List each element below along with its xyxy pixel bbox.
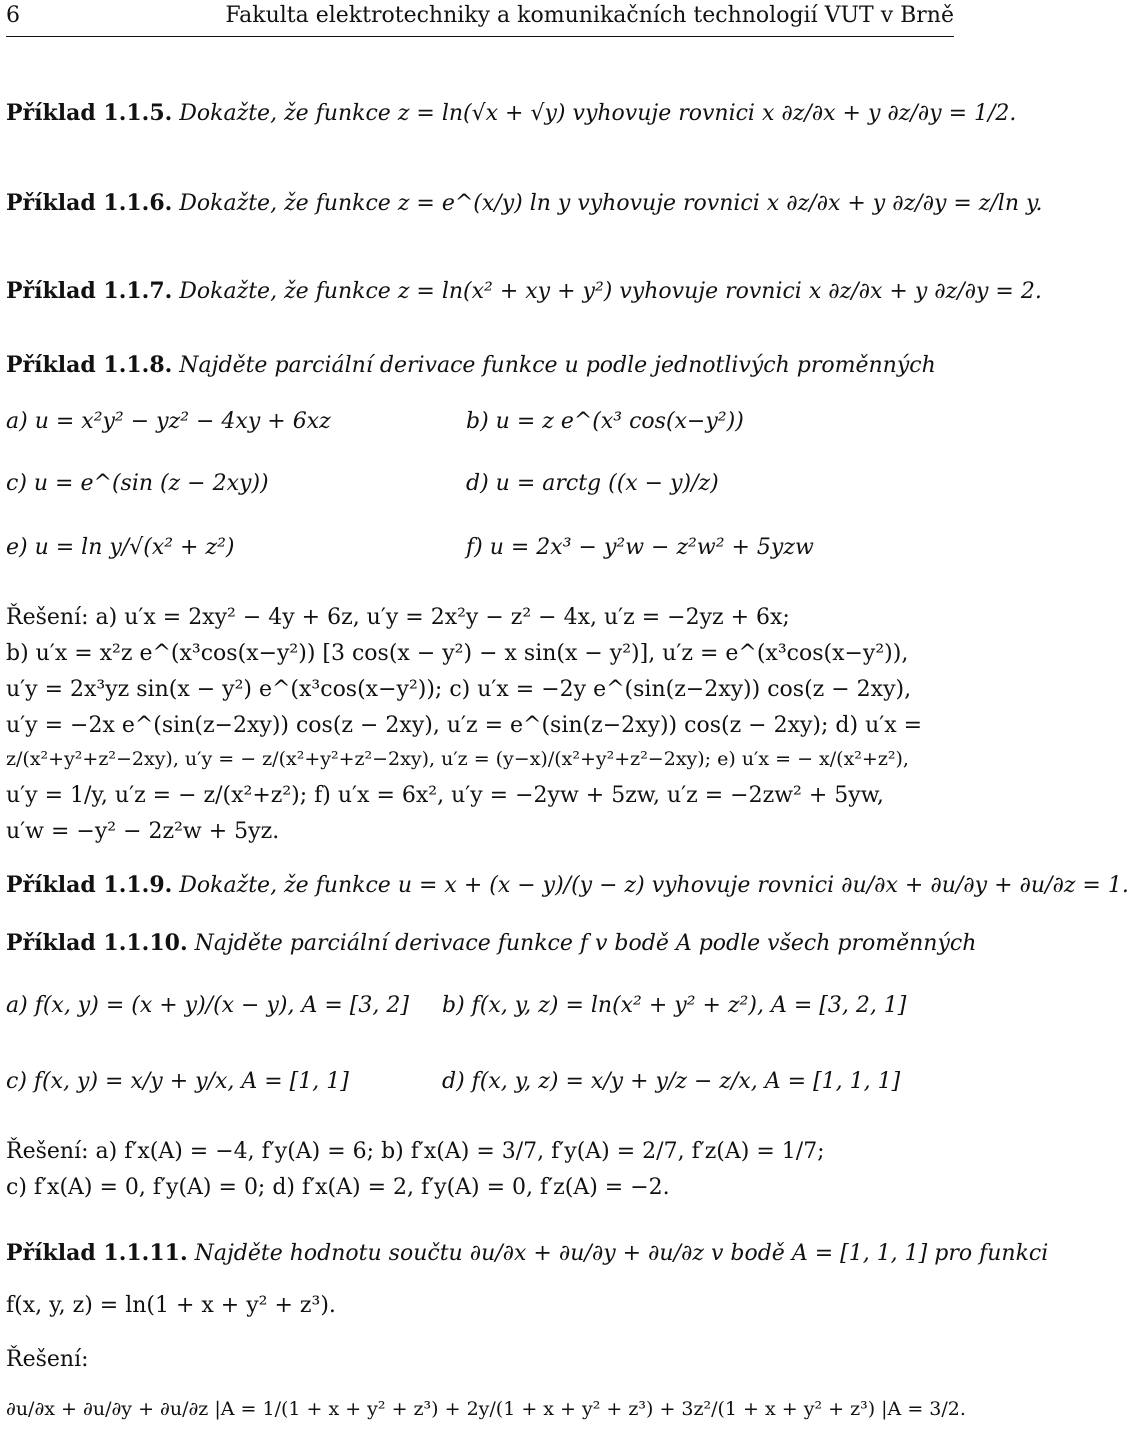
task-b: b) f(x, y, z) = ln(x² + y² + z²), A = [3, 2, 1] <box>442 993 907 1018</box>
task-b: b) u = z e^(x³ cos(x−y²)) <box>466 409 744 434</box>
example-text: vyhovuje rovnici <box>651 873 835 898</box>
example-label: Příklad 1.1.8. <box>6 352 173 378</box>
example-text: Dokažte, že funkce <box>179 873 391 898</box>
example-equation: x ∂z/∂x + y ∂z/∂y = 2. <box>808 279 1042 304</box>
task-a: a) f(x, y) = (x + y)/(x − y), A = [3, 2] <box>6 993 409 1018</box>
task-c: c) f(x, y) = x/y + y/x, A = [1, 1] <box>6 1069 349 1094</box>
example-label: Příklad 1.1.10. <box>6 930 188 956</box>
running-head: Fakulta elektrotechniky a komunikačních technologií VUT v Brně <box>225 3 954 28</box>
solution-line: Řešení: a) u′x = 2xy² − 4y + 6z, u′y = 2x²y − z² − 4x, u′z = −2yz + 6x; <box>6 605 790 630</box>
example-text: Dokažte, že funkce <box>179 191 391 216</box>
example-label: Příklad 1.1.5. <box>6 100 173 126</box>
solution-line: u′y = −2x e^(sin(z−2xy)) cos(z − 2xy), u′z = e^(sin(z−2xy)) cos(z − 2xy); d) u′x = <box>6 713 923 738</box>
example-text: Najděte hodnotu součtu <box>194 1241 463 1266</box>
example-function: z = e^(x/y) ln y <box>397 191 571 216</box>
example-text: Dokažte, že funkce <box>179 279 391 304</box>
example-equation: ∂u/∂x + ∂u/∂y + ∂u/∂z = 1. <box>841 873 1129 898</box>
example-function: z = ln(x² + xy + y²) <box>397 279 613 304</box>
task-c: c) u = e^(sin (z − 2xy)) <box>6 471 269 496</box>
task-d: d) f(x, y, z) = x/y + y/z − z/x, A = [1, 1, 1] <box>442 1069 901 1094</box>
solution-line: u′y = 1/y, u′z = − z/(x²+z²); f) u′x = 6x², u′y = −2yw + 5zw, u′z = −2zw² + 5yw, <box>6 783 884 808</box>
solution-line: u′w = −y² − 2z²w + 5yz. <box>6 819 280 844</box>
example-1-1-6 <box>6 190 1043 218</box>
example-function: u = x + (x − y)/(y − z) <box>397 873 645 898</box>
example-1-1-8 <box>6 352 936 380</box>
example-sum: ∂u/∂x + ∂u/∂y + ∂u/∂z <box>469 1241 704 1266</box>
example-text: Najděte parciální derivace funkce u podle jednotlivých proměnných <box>179 353 936 378</box>
example-label: Příklad 1.1.9. <box>6 872 173 898</box>
example-equation: x ∂z/∂x + y ∂z/∂y = 1/2. <box>761 101 1017 126</box>
example-text: vyhovuje rovnici <box>619 279 802 304</box>
example-label: Příklad 1.1.7. <box>6 278 173 304</box>
example-1-1-11 <box>6 1240 1048 1268</box>
task-e: e) u = ln y/√(x² + z²) <box>6 535 235 560</box>
example-text: vyhovuje rovnici <box>577 191 760 216</box>
task-f: f) u = 2x³ − y²w − z²w² + 5yzw <box>466 535 814 560</box>
solution-line: b) u′x = x²z e^(x³cos(x−y²)) [3 cos(x − y²) − x sin(x − y²)], u′z = e^(x³cos(x−y²)), <box>6 641 909 666</box>
page-number: 6 <box>6 3 20 28</box>
example-1-1-9 <box>6 872 1129 900</box>
task-a: a) u = x²y² − yz² − 4xy + 6xz <box>6 409 331 434</box>
example-label: Příklad 1.1.6. <box>6 190 173 216</box>
header-rule <box>6 36 954 37</box>
example-label: Příklad 1.1.11. <box>6 1240 188 1266</box>
solution-line: c) f′x(A) = 0, f′y(A) = 0; d) f′x(A) = 2, f′y(A) = 0, f′z(A) = −2. <box>6 1175 670 1200</box>
example-text: vyhovuje rovnici <box>572 101 755 126</box>
final-result: ∂u/∂x + ∂u/∂y + ∂u/∂z |A = 1/(1 + x + y² + z³) + 2y/(1 + x + y² + z³) + 3z²/(1 + x + y² + z³) |A = 3/2. <box>6 1398 966 1420</box>
example-text: Najděte parciální derivace funkce f v bodě A podle všech proměnných <box>194 931 977 956</box>
solution-line: u′y = 2x³yz sin(x − y²) e^(x³cos(x−y²)); c) u′x = −2y e^(sin(z−2xy)) cos(z − 2xy), <box>6 677 912 702</box>
solution-line: Řešení: a) f′x(A) = −4, f′y(A) = 6; b) f′x(A) = 3/7, f′y(A) = 2/7, f′z(A) = 1/7; <box>6 1139 825 1164</box>
example-function: f(x, y, z) = ln(1 + x + y² + z³). <box>6 1293 336 1318</box>
solution-line: z/(x²+y²+z²−2xy), u′y = − z/(x²+y²+z²−2xy), u′z = (y−x)/(x²+y²+z²−2xy); e) u′x = − x/(x²+z²), <box>6 748 909 770</box>
example-function: z = ln(√x + √y) <box>397 101 566 126</box>
example-text: v bodě A = [1, 1, 1] pro funkci <box>710 1241 1049 1266</box>
task-d: d) u = arctg ((x − y)/z) <box>466 471 719 496</box>
example-1-1-5 <box>6 100 1016 128</box>
solution-label: Řešení: <box>6 1347 89 1372</box>
example-1-1-7 <box>6 278 1042 306</box>
example-equation: x ∂z/∂x + y ∂z/∂y = z/ln y. <box>766 191 1043 216</box>
example-text: Dokažte, že funkce <box>179 101 391 126</box>
example-1-1-10 <box>6 930 976 958</box>
